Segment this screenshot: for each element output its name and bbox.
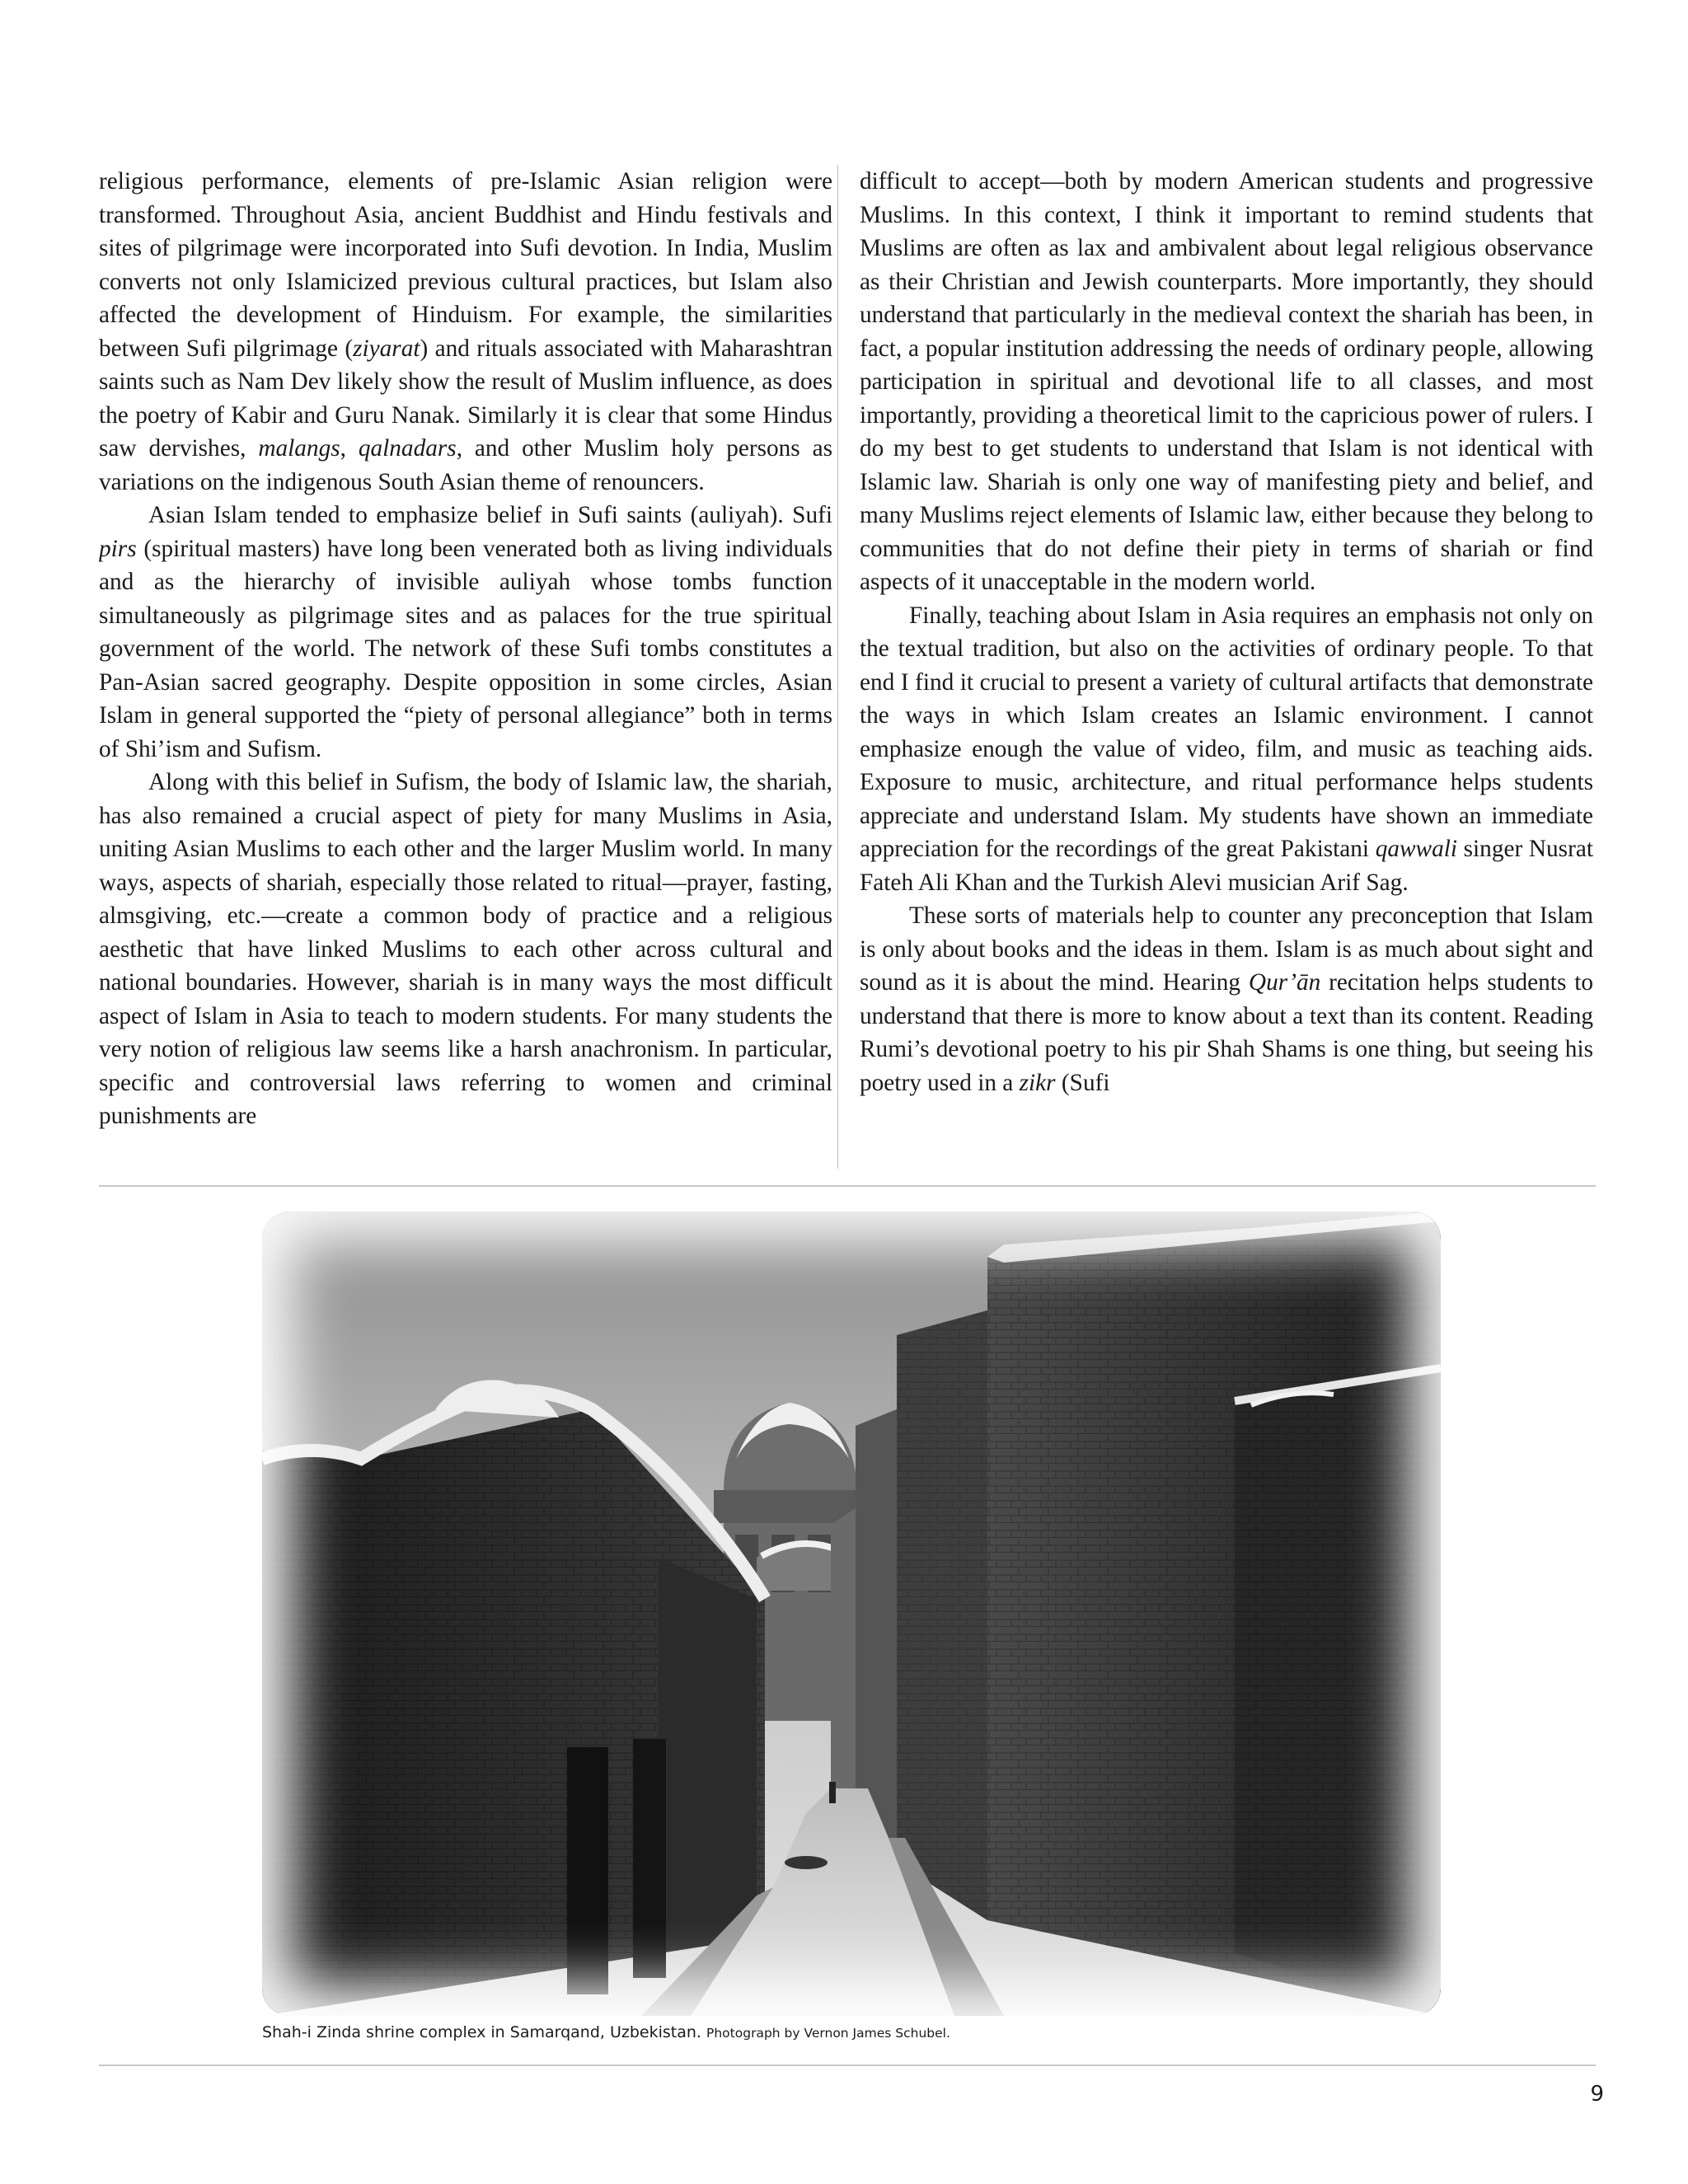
horizontal-rule-bottom xyxy=(99,2064,1596,2066)
page-number: 9 xyxy=(1590,2082,1604,2107)
photo-caption xyxy=(262,2021,1498,2045)
italic-term: qawwali xyxy=(1375,836,1457,862)
paragraph: Finally, teaching about Islam in Asia requires an emphasis not only on the textual tradition, but also on the activities of ordinary people. To that end I find it crucial to present a variety of cultural artifacts that demonstrate the ways in which Islam creates an Islamic environment. I cannot emphasize enough the value of video, film, and music as teaching aids. Exposure to music, architecture, and ritual performance helps students appreciate and understand Islam. My students have shown an immediate appreciation for the recordings of the great Pakistani qawwali singer Nusrat Fateh Ali Khan and the Turkish Alevi musician Arif Sag. xyxy=(860,602,1593,896)
paragraph: difficult to accept—both by modern American students and progressive Muslims. In this context, I think it important to remind students that Muslims are often as lax and ambivalent about legal religious observance as their Christian and Jewish counterparts. More importantly, they should understand that particularly in the medieval context the shariah has been, in fact, a popular institution addressing the needs of ordinary people, allowing participation in spiritual and devotional life to all classes, and most importantly, providing a theoretical limit to the capricious power of rulers. I do my best to get students to understand that Islam is not identical with Islamic law. Shariah is only one way of manifesting piety and belief, and many Muslims reject elements of Islamic law, either because they belong to communities that do not define their piety in terms of shariah or find aspects of it unacceptable in the modern world. xyxy=(860,168,1593,595)
photo-frame xyxy=(254,1202,1449,2026)
left-text-column xyxy=(99,165,832,1180)
italic-term: Qur’ān xyxy=(1248,969,1321,996)
photo-credit: Photograph by Vernon James Schubel. xyxy=(706,2026,950,2041)
paragraph: Along with this belief in Sufism, the body of Islamic law, the shariah, has also remained a crucial aspect of piety for many Muslims in Asia, uniting Asian Muslims to each other and the larger Muslim world. In many ways, aspects of shariah, especially those related to ritual—prayer, fasting, almsgiving, etc.—create a common body of practice and a religious aesthetic that have linked Muslims to each other across cultural and national boundaries. However, shariah is in many ways the most difficult aspect of Islam in Asia to teach to modern students. For many students the very notion of religious law seems like a harsh anachronism. In particular, specific and controversial laws referring to women and criminal punishments are xyxy=(99,769,832,1129)
paragraph: These sorts of materials help to counter any preconception that Islam is only about books and the ideas in them. Islam is as much about sight and sound as it is about the mind. Hearing Qur’ān recitation helps students to understand that there is more to know about a text than its content. Reading Rumi’s devotional poetry to his pir Shah Shams is one thing, but seeing his poetry used in a zikr (Sufi xyxy=(860,902,1593,1096)
horizontal-rule xyxy=(99,1185,1596,1187)
italic-term: pirs xyxy=(99,535,137,562)
italic-term: qalnadars xyxy=(358,435,457,462)
paragraph: religious performance, elements of pre-Islamic Asian religion were transformed. Throughout Asia, ancient Buddhist and Hindu festivals and sites of pilgrimage were incorporated into Sufi devotion. In India, Muslim converts not only Islamicized previous cultural practices, but Islam also affected the development of Hinduism. For example, the similarities between Sufi pilgrimage (ziyarat) and rituals associated with Maharashtran saints such as Nam Dev likely show the result of Muslim influence, as does the poetry of Kabir and Guru Nanak. Similarly it is clear that some Hindus saw dervishes, malangs, qalnadars, and other Muslim holy persons as variations on the indigenous South Asian theme of renouncers. xyxy=(99,168,832,495)
italic-term: zikr xyxy=(1019,1069,1056,1096)
column-divider xyxy=(837,165,838,1169)
italic-term: malangs xyxy=(258,435,340,462)
shrine-photograph xyxy=(262,1212,1441,2016)
right-text-column xyxy=(860,165,1593,1180)
italic-term: ziyarat xyxy=(353,335,420,362)
paragraph: Asian Islam tended to emphasize belief in Sufi saints (auliyah). Sufi pirs (spiritual masters) have long been venerated both as living individuals and as the hierarchy of invisible auliyah whose tombs function simultaneously as pilgrimage sites and as palaces for the true spiritual government of the world. The network of these Sufi tombs constitutes a Pan-Asian sacred geography. Despite opposition in some circles, Asian Islam in general supported the “piety of personal allegiance” both in terms of Shi’ism and Sufism. xyxy=(99,502,832,762)
caption-title: Shah-i Zinda shrine complex in Samarqand, Uzbekistan. xyxy=(262,2023,701,2041)
